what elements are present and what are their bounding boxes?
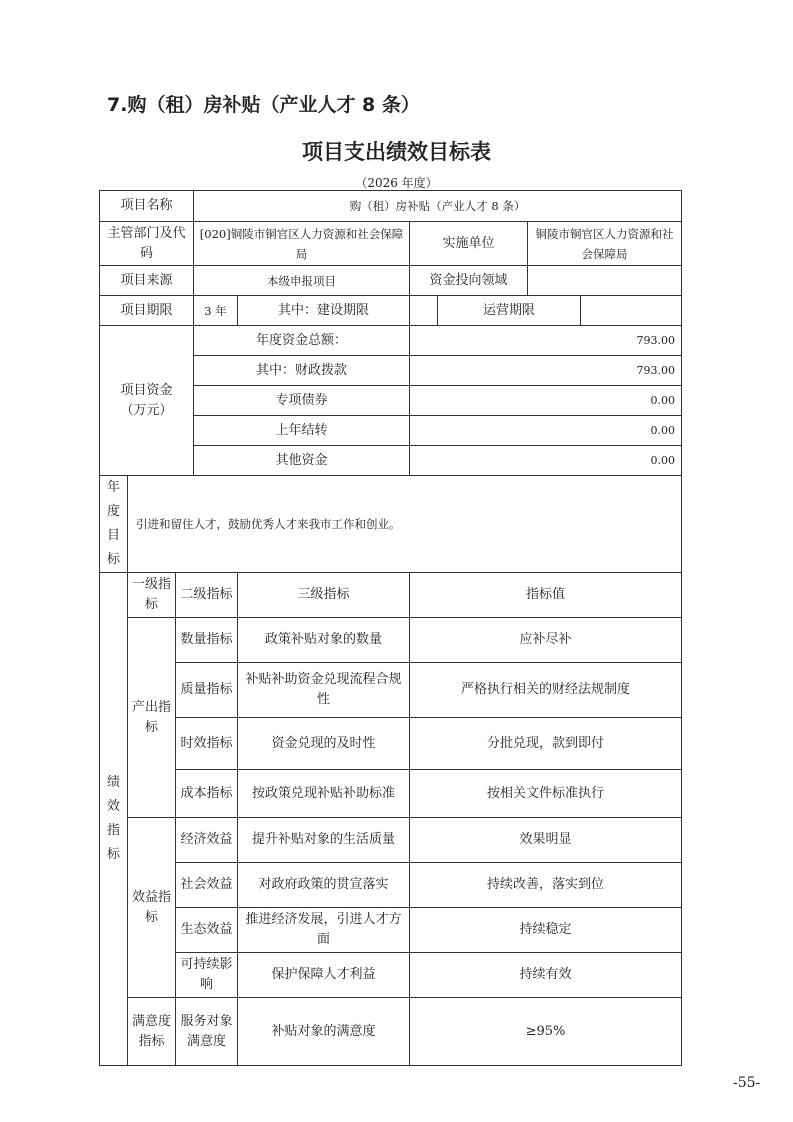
build-period-label: 其中：建设期限	[238, 296, 410, 326]
funds-bond-value: 0.00	[410, 386, 682, 416]
value-cell: 按相关文件标准执行	[410, 770, 682, 818]
field-value	[528, 266, 682, 296]
level1-benefit: 效益指标	[128, 818, 176, 998]
document-title: 项目支出绩效目标表	[302, 140, 491, 164]
level2-cell: 可持续影响	[176, 953, 238, 998]
level3-cell: 按政策兑现补贴补助标准	[238, 770, 410, 818]
level2-cell: 社会效益	[176, 863, 238, 908]
funds-bond-label: 专项债券	[194, 386, 410, 416]
level2-cell: 质量指标	[176, 663, 238, 718]
value-cell: 效果明显	[410, 818, 682, 863]
build-period-value	[410, 296, 438, 326]
dept-label: 主管部门及代码	[100, 222, 194, 266]
field-label: 资金投向领域	[410, 266, 528, 296]
period-value: 3 年	[194, 296, 238, 326]
level2-cell: 经济效益	[176, 818, 238, 863]
funds-fiscal-label: 其中：财政拨款	[194, 356, 410, 386]
level3-cell: 保护保障人才利益	[238, 953, 410, 998]
funds-carryover-value: 0.00	[410, 416, 682, 446]
value-cell: 严格执行相关的财经法规制度	[410, 663, 682, 718]
level2-cell: 成本指标	[176, 770, 238, 818]
impl-unit-value: 铜陵市铜官区人力资源和社会保障局	[528, 222, 682, 266]
funds-label: 项目资金（万元）	[100, 326, 194, 476]
header-value: 指标值	[410, 573, 682, 618]
level1-output: 产出指标	[128, 618, 176, 818]
funds-total-value: 793.00	[410, 326, 682, 356]
level2-cell: 服务对象满意度	[176, 998, 238, 1066]
dept-value: [020]铜陵市铜官区人力资源和社会保障局	[194, 222, 410, 266]
performance-target-table	[99, 190, 682, 1066]
section-title: 7.购（租）房补贴（产业人才 8 条）	[107, 94, 420, 116]
header-level2: 二级指标	[176, 573, 238, 618]
level3-cell: 补贴对象的满意度	[238, 998, 410, 1066]
project-name-value: 购（租）房补贴（产业人才 8 条）	[194, 191, 682, 222]
source-label: 项目来源	[100, 266, 194, 296]
funds-fiscal-value: 793.00	[410, 356, 682, 386]
impl-unit-label: 实施单位	[410, 222, 528, 266]
annual-goal-label: 年度目标	[100, 476, 128, 573]
op-period-value	[581, 296, 682, 326]
funds-total-label: 年度资金总额：	[194, 326, 410, 356]
op-period-label: 运营期限	[438, 296, 581, 326]
period-label: 项目期限	[100, 296, 194, 326]
page-number: -55-	[733, 1075, 761, 1091]
value-cell: 应补尽补	[410, 618, 682, 663]
level3-cell: 推进经济发展，引进人才方面	[238, 908, 410, 953]
funds-other-label: 其他资金	[194, 446, 410, 476]
source-value: 本级申报项目	[194, 266, 410, 296]
funds-other-value: 0.00	[410, 446, 682, 476]
level3-cell: 资金兑现的及时性	[238, 718, 410, 770]
value-cell: ≥95%	[410, 998, 682, 1066]
header-level1: 一级指标	[128, 573, 176, 618]
value-cell: 持续稳定	[410, 908, 682, 953]
value-cell: 分批兑现，款到即付	[410, 718, 682, 770]
value-cell: 持续改善，落实到位	[410, 863, 682, 908]
level2-cell: 时效指标	[176, 718, 238, 770]
project-name-label: 项目名称	[100, 191, 194, 222]
header-level3: 三级指标	[238, 573, 410, 618]
funds-carryover-label: 上年结转	[194, 416, 410, 446]
level3-cell: 提升补贴对象的生活质量	[238, 818, 410, 863]
indicators-label: 绩效指标	[100, 573, 128, 1066]
annual-goal-text: 引进和留住人才，鼓励优秀人才来我市工作和创业。	[128, 476, 682, 573]
level2-cell: 生态效益	[176, 908, 238, 953]
fiscal-year: （2026 年度）	[355, 176, 438, 190]
level3-cell: 政策补贴对象的数量	[238, 618, 410, 663]
level3-cell: 对政府政策的贯宣落实	[238, 863, 410, 908]
value-cell: 持续有效	[410, 953, 682, 998]
level3-cell: 补贴补助资金兑现流程合规性	[238, 663, 410, 718]
level1-satisfaction: 满意度指标	[128, 998, 176, 1066]
level2-cell: 数量指标	[176, 618, 238, 663]
